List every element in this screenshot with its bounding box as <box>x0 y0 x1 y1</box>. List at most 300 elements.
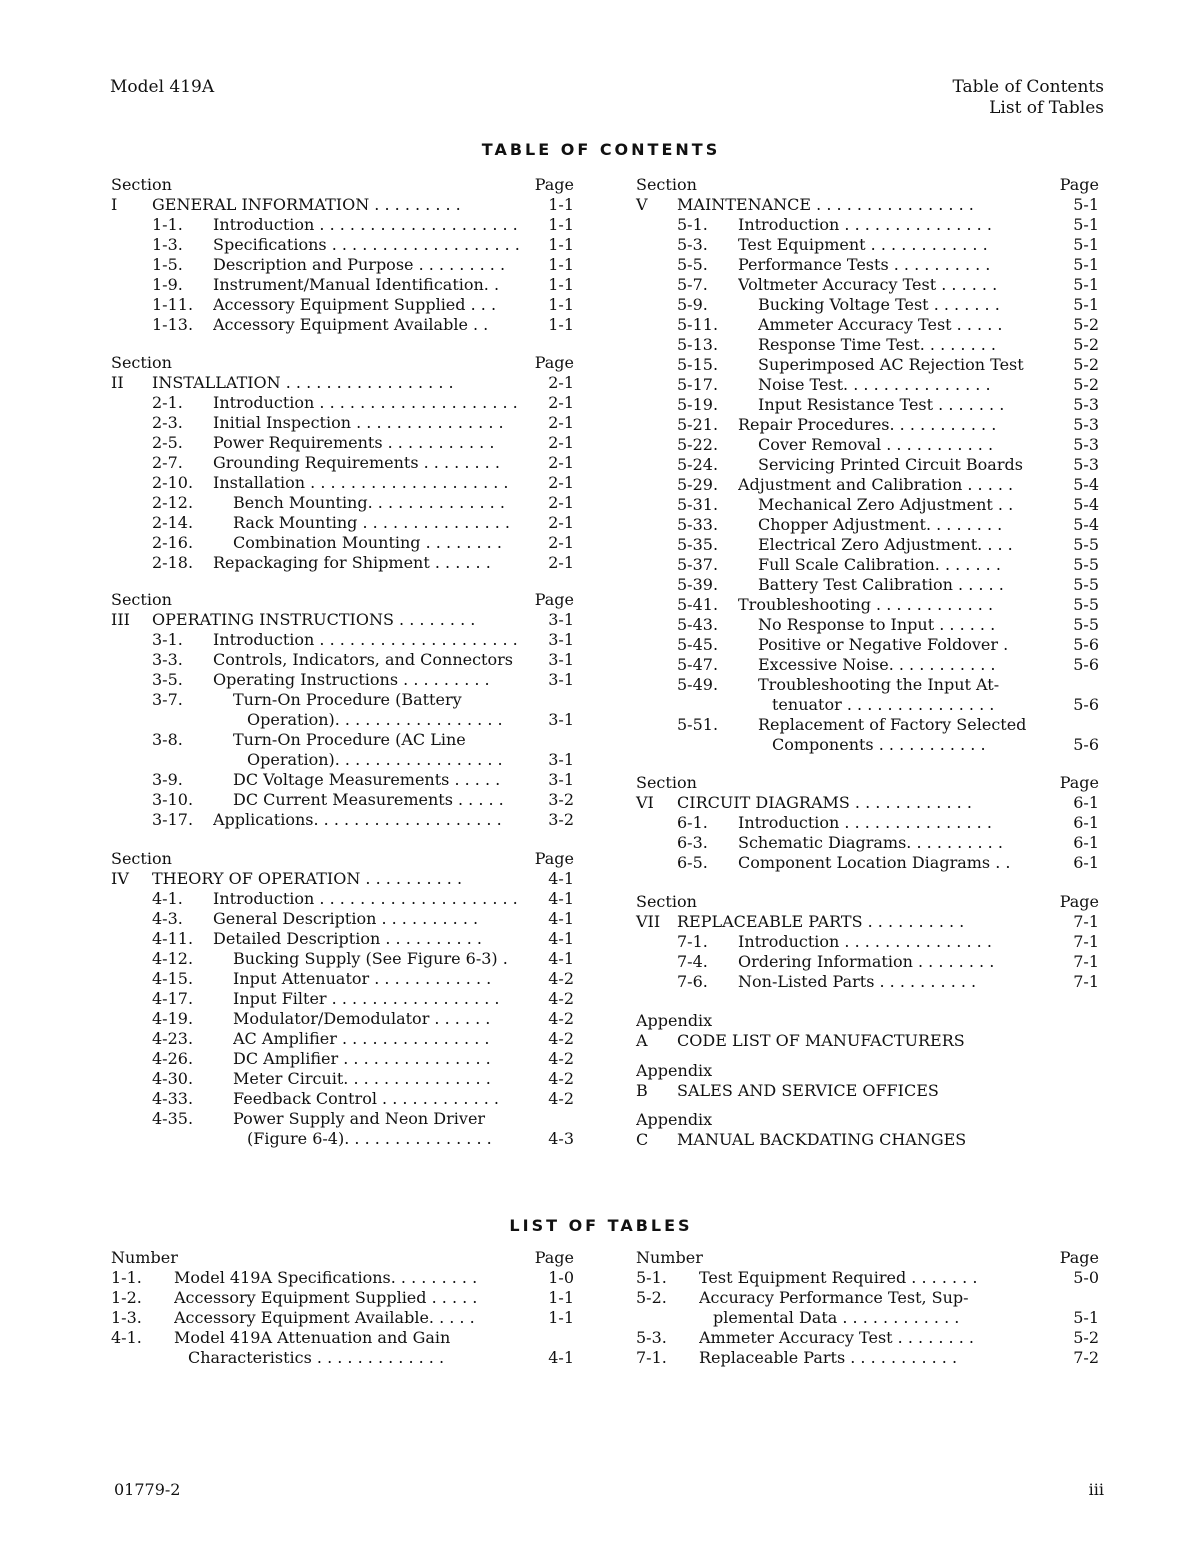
entry-title: Test Equipment . . . . . . . . . . . . <box>738 235 988 254</box>
entry-number: 3-3. <box>152 650 183 669</box>
entry-page: 5-5 <box>1073 595 1099 614</box>
toc-entry <box>111 969 574 989</box>
entry-page: 4-2 <box>548 1089 574 1108</box>
entry-title: Installation . . . . . . . . . . . . . . . . . . . . <box>213 473 509 492</box>
entry-title: Description and Purpose . . . . . . . . . <box>213 255 506 274</box>
entry-title: DC Amplifier . . . . . . . . . . . . . . . <box>233 1049 491 1068</box>
entry-page: 4-2 <box>548 1069 574 1088</box>
toc-entry <box>636 475 1099 495</box>
tables-header-page-label: Page <box>1059 1248 1099 1267</box>
entry-title: Ammeter Accuracy Test . . . . . <box>758 315 1003 334</box>
entry-title: Applications. . . . . . . . . . . . . . . . . . . <box>213 810 502 829</box>
entry-page: 5-5 <box>1073 575 1099 594</box>
toc-entry <box>111 790 574 810</box>
table-entry <box>636 1328 1099 1348</box>
entry-page: 5-2 <box>1073 315 1099 334</box>
entry-page: 2-1 <box>548 493 574 512</box>
toc-entry <box>111 810 574 830</box>
entry-page: 3-2 <box>548 790 574 809</box>
entry-title: Initial Inspection . . . . . . . . . . . . . . . <box>213 413 504 432</box>
entry-number: 7-1. <box>677 932 708 951</box>
section-header-label: Section <box>111 590 172 609</box>
entry-page: 2-1 <box>548 373 574 392</box>
toc-entry <box>111 1089 574 1109</box>
toc-entry <box>111 650 574 670</box>
toc-entry <box>111 295 574 315</box>
entry-page: 3-1 <box>548 650 574 669</box>
table-entry <box>636 1288 1099 1308</box>
entry-number: 5-15. <box>677 355 719 374</box>
section-header <box>636 175 1099 195</box>
entry-title: Troubleshooting . . . . . . . . . . . . <box>738 595 994 614</box>
entry-number: 2-18. <box>152 553 194 572</box>
entry-title: REPLACEABLE PARTS . . . . . . . . . . <box>677 912 965 931</box>
entry-title: Power Supply and Neon Driver <box>233 1109 486 1128</box>
entry-title: Bench Mounting. . . . . . . . . . . . . . <box>233 493 505 512</box>
table-entry <box>111 1268 574 1288</box>
table-entry <box>636 1268 1099 1288</box>
section-header <box>636 892 1099 912</box>
entry-title: Troubleshooting the Input At- <box>758 675 1000 694</box>
entry-title: Accessory Equipment Available . . <box>213 315 489 334</box>
section-title-row <box>636 793 1099 813</box>
entry-number: II <box>111 373 124 392</box>
entry-title: Characteristics . . . . . . . . . . . . . <box>188 1348 445 1367</box>
header-model: Model 419A <box>110 77 215 97</box>
toc-entry <box>636 235 1099 255</box>
entry-number: 5-22. <box>677 435 719 454</box>
section-title-row <box>111 195 574 215</box>
entry-page: 3-1 <box>548 770 574 789</box>
entry-page: 4-1 <box>548 949 574 968</box>
entry-number: 5-43. <box>677 615 719 634</box>
entry-number: 5-45. <box>677 635 719 654</box>
entry-page: 4-2 <box>548 969 574 988</box>
entry-number: 1-13. <box>152 315 194 334</box>
entry-number: 7-1. <box>636 1348 667 1367</box>
entry-number: 4-3. <box>152 909 183 928</box>
entry-page: 1-1 <box>548 315 574 334</box>
header-toc-label: Table of Contents <box>952 77 1104 97</box>
appendix-label-row <box>636 1061 1099 1081</box>
entry-page: 5-2 <box>1073 375 1099 394</box>
entry-number: 1-9. <box>152 275 183 294</box>
entry-page: 6-1 <box>1073 833 1099 852</box>
appendix-block <box>636 1110 1099 1150</box>
entry-page: 2-1 <box>548 533 574 552</box>
toc-entry <box>636 853 1099 873</box>
toc-section-block <box>111 590 574 830</box>
toc-entry <box>111 690 574 710</box>
toc-entry <box>111 453 574 473</box>
entry-page: 6-1 <box>1073 793 1099 812</box>
entry-page: 6-1 <box>1073 813 1099 832</box>
toc-entry <box>111 513 574 533</box>
toc-entry <box>111 393 574 413</box>
tables-block <box>636 1248 1099 1368</box>
toc-section-block <box>111 175 574 335</box>
toc-entry <box>111 889 574 909</box>
entry-number: 2-5. <box>152 433 183 452</box>
entry-page: 4-1 <box>548 869 574 888</box>
entry-page: 4-2 <box>548 1009 574 1028</box>
toc-entry <box>636 932 1099 952</box>
toc-entry <box>636 455 1099 475</box>
entry-page: 1-1 <box>548 255 574 274</box>
section-header-page-label: Page <box>1059 892 1099 911</box>
entry-page: 5-1 <box>1073 215 1099 234</box>
entry-title: Electrical Zero Adjustment. . . . <box>758 535 1013 554</box>
entry-title: Accessory Equipment Supplied . . . . . <box>174 1288 478 1307</box>
entry-title: Input Filter . . . . . . . . . . . . . . . . . <box>233 989 500 1008</box>
entry-title: Response Time Test. . . . . . . . <box>758 335 997 354</box>
entry-title: Specifications . . . . . . . . . . . . . . . . . . . <box>213 235 520 254</box>
entry-page: 5-3 <box>1073 455 1099 474</box>
toc-section-block <box>111 849 574 1149</box>
entry-title: DC Current Measurements . . . . . <box>233 790 504 809</box>
entry-page: 3-1 <box>548 670 574 689</box>
entry-page: 2-1 <box>548 433 574 452</box>
toc-entry <box>636 295 1099 315</box>
entry-number: 4-15. <box>152 969 194 988</box>
toc-entry <box>636 495 1099 515</box>
entry-page: 3-1 <box>548 610 574 629</box>
entry-page: 5-3 <box>1073 435 1099 454</box>
entry-title: Turn-On Procedure (AC Line <box>233 730 466 749</box>
entry-title: Non-Listed Parts . . . . . . . . . . <box>738 972 977 991</box>
toc-entry <box>636 695 1099 715</box>
section-header-label: Section <box>636 773 697 792</box>
entry-title: tenuator . . . . . . . . . . . . . . . <box>772 695 995 714</box>
section-header-page-label: Page <box>534 353 574 372</box>
toc-entry <box>111 949 574 969</box>
entry-number: 3-5. <box>152 670 183 689</box>
tables-header <box>636 1248 1099 1268</box>
entry-title: Servicing Printed Circuit Boards <box>758 455 1023 474</box>
toc-entry <box>111 909 574 929</box>
table-entry <box>111 1288 574 1308</box>
entry-title: Mechanical Zero Adjustment . . <box>758 495 1014 514</box>
table-entry <box>111 1308 574 1328</box>
entry-page: 1-1 <box>548 215 574 234</box>
entry-page: 5-2 <box>1073 1328 1099 1347</box>
entry-number: 4-19. <box>152 1009 194 1028</box>
entry-number: 3-9. <box>152 770 183 789</box>
entry-number: 5-47. <box>677 655 719 674</box>
entry-number: 3-7. <box>152 690 183 709</box>
entry-number: 4-17. <box>152 989 194 1008</box>
toc-entry <box>111 730 574 750</box>
entry-number: 2-1. <box>152 393 183 412</box>
entry-number: 5-51. <box>677 715 719 734</box>
entry-page: 4-2 <box>548 989 574 1008</box>
entry-number: 1-1. <box>111 1268 142 1287</box>
entry-number: 5-19. <box>677 395 719 414</box>
entry-title: Power Requirements . . . . . . . . . . . <box>213 433 495 452</box>
section-header-page-label: Page <box>1059 773 1099 792</box>
entry-number: VI <box>636 793 654 812</box>
entry-number: 2-16. <box>152 533 194 552</box>
entry-number: 2-10. <box>152 473 194 492</box>
toc-entry <box>636 435 1099 455</box>
section-title-row <box>111 373 574 393</box>
entry-title: Replaceable Parts . . . . . . . . . . . <box>699 1348 958 1367</box>
appendix-title-row <box>636 1031 1099 1051</box>
entry-title: Operating Instructions . . . . . . . . . <box>213 670 490 689</box>
toc-entry <box>636 595 1099 615</box>
toc-entry <box>636 972 1099 992</box>
entry-title: Repair Procedures. . . . . . . . . . . <box>738 415 997 434</box>
entry-number: 4-1. <box>152 889 183 908</box>
section-header-page-label: Page <box>534 175 574 194</box>
entry-number: 3-17. <box>152 810 194 829</box>
entry-page: 1-0 <box>548 1268 574 1287</box>
entry-number: 7-6. <box>677 972 708 991</box>
toc-entry <box>111 533 574 553</box>
header-right <box>953 77 1104 119</box>
entry-title: No Response to Input . . . . . . <box>758 615 996 634</box>
entry-number: 5-3. <box>636 1328 667 1347</box>
tables-block <box>111 1248 574 1368</box>
section-header-page-label: Page <box>534 849 574 868</box>
entry-title: Test Equipment Required . . . . . . . <box>699 1268 978 1287</box>
entry-page: 5-2 <box>1073 335 1099 354</box>
section-title-row <box>111 610 574 630</box>
entry-number: 5-29. <box>677 475 719 494</box>
entry-number: 6-5. <box>677 853 708 872</box>
entry-page: 4-1 <box>548 929 574 948</box>
entry-title: Rack Mounting . . . . . . . . . . . . . . . <box>233 513 510 532</box>
entry-page: 5-6 <box>1073 695 1099 714</box>
entry-title: Operation). . . . . . . . . . . . . . . . . <box>247 750 503 769</box>
toc-right-column <box>636 175 1099 1160</box>
entry-number: 5-11. <box>677 315 719 334</box>
entry-number: 5-49. <box>677 675 719 694</box>
toc-section-block <box>636 892 1099 992</box>
entry-title: Controls, Indicators, and Connectors <box>213 650 513 669</box>
toc-section-block <box>111 353 574 573</box>
entry-page: 5-3 <box>1073 395 1099 414</box>
toc-entry <box>111 235 574 255</box>
toc-entry <box>111 315 574 335</box>
entry-title: Full Scale Calibration. . . . . . . <box>758 555 1001 574</box>
section-header-label: Section <box>636 175 697 194</box>
entry-title: Detailed Description . . . . . . . . . . <box>213 929 482 948</box>
entry-number: 5-7. <box>677 275 708 294</box>
entry-number: 3-10. <box>152 790 194 809</box>
section-header <box>636 773 1099 793</box>
entry-title: Noise Test. . . . . . . . . . . . . . . <box>758 375 991 394</box>
toc-entry <box>636 415 1099 435</box>
entry-number: V <box>636 195 648 214</box>
toc-entry <box>636 715 1099 735</box>
entry-number: 5-13. <box>677 335 719 354</box>
toc-entry <box>636 833 1099 853</box>
entry-page: 5-6 <box>1073 635 1099 654</box>
appendix-block <box>636 1061 1099 1101</box>
entry-number: 5-33. <box>677 515 719 534</box>
entry-title: Feedback Control . . . . . . . . . . . . <box>233 1089 499 1108</box>
entry-number: 4-35. <box>152 1109 194 1128</box>
entry-page: 2-1 <box>548 553 574 572</box>
entry-page: 5-1 <box>1073 195 1099 214</box>
entry-number: VII <box>636 912 661 931</box>
entry-number: 5-3. <box>677 235 708 254</box>
entry-number: 2-14. <box>152 513 194 532</box>
entry-number: IV <box>111 869 129 888</box>
entry-title: Meter Circuit. . . . . . . . . . . . . . . <box>233 1069 491 1088</box>
entry-number: 4-23. <box>152 1029 194 1048</box>
appendix-block <box>636 1011 1099 1051</box>
appendix-title: MANUAL BACKDATING CHANGES <box>677 1130 967 1149</box>
entry-number: 1-5. <box>152 255 183 274</box>
toc-entry <box>111 989 574 1009</box>
toc-left-column <box>111 175 574 1160</box>
entry-title: Components . . . . . . . . . . . <box>772 735 986 754</box>
entry-title: Introduction . . . . . . . . . . . . . . . <box>738 932 992 951</box>
toc-entry <box>111 255 574 275</box>
entry-page: 4-1 <box>548 889 574 908</box>
toc-entry <box>111 929 574 949</box>
entry-page: 2-1 <box>548 473 574 492</box>
entry-page: 7-1 <box>1073 932 1099 951</box>
entry-page: 5-4 <box>1073 475 1099 494</box>
entry-number: 2-3. <box>152 413 183 432</box>
entry-title: Ammeter Accuracy Test . . . . . . . . <box>699 1328 974 1347</box>
entry-page: 5-1 <box>1073 295 1099 314</box>
entry-number: 5-35. <box>677 535 719 554</box>
toc-entry <box>636 575 1099 595</box>
entry-title: General Description . . . . . . . . . . <box>213 909 479 928</box>
entry-number: 1-3. <box>152 235 183 254</box>
entry-title: Introduction . . . . . . . . . . . . . . . <box>738 813 992 832</box>
entry-page: 5-6 <box>1073 655 1099 674</box>
entry-title: Introduction . . . . . . . . . . . . . . . . . . . . <box>213 630 518 649</box>
entry-page: 4-2 <box>548 1029 574 1048</box>
tables-header-label: Number <box>111 1248 178 1267</box>
section-header-page-label: Page <box>534 590 574 609</box>
entry-title: DC Voltage Measurements . . . . . <box>233 770 501 789</box>
entry-page: 5-3 <box>1073 415 1099 434</box>
entry-number: 5-21. <box>677 415 719 434</box>
entry-title: AC Amplifier . . . . . . . . . . . . . . . <box>233 1029 490 1048</box>
entry-page: 5-1 <box>1073 255 1099 274</box>
toc-section-block <box>636 175 1099 755</box>
toc-entry <box>636 635 1099 655</box>
entry-title: Cover Removal . . . . . . . . . . . <box>758 435 994 454</box>
entry-page: 5-5 <box>1073 535 1099 554</box>
entry-title: Battery Test Calibration . . . . . <box>758 575 1004 594</box>
entry-page: 5-5 <box>1073 615 1099 634</box>
entry-page: 4-1 <box>548 1348 574 1367</box>
toc-entry <box>111 433 574 453</box>
toc-entry <box>111 750 574 770</box>
entry-title: Grounding Requirements . . . . . . . . <box>213 453 500 472</box>
entry-title: INSTALLATION . . . . . . . . . . . . . . . . . <box>152 373 454 392</box>
entry-page: 7-1 <box>1073 912 1099 931</box>
entry-title: Performance Tests . . . . . . . . . . <box>738 255 991 274</box>
appendix-title: CODE LIST OF MANUFACTURERS <box>677 1031 965 1050</box>
entry-page: 5-5 <box>1073 555 1099 574</box>
entry-page: 2-1 <box>548 413 574 432</box>
entry-page: 5-1 <box>1073 235 1099 254</box>
entry-title: Input Attenuator . . . . . . . . . . . . <box>233 969 492 988</box>
appendix-letter: C <box>636 1130 649 1149</box>
entry-number: 6-1. <box>677 813 708 832</box>
entry-number: 1-11. <box>152 295 194 314</box>
section-header <box>111 590 574 610</box>
entry-number: 5-39. <box>677 575 719 594</box>
entry-title: CIRCUIT DIAGRAMS . . . . . . . . . . . . <box>677 793 972 812</box>
entry-page: 4-3 <box>548 1129 574 1148</box>
entry-number: 4-30. <box>152 1069 194 1088</box>
entry-page: 5-4 <box>1073 495 1099 514</box>
entry-title: Instrument/Manual Identification. . <box>213 275 500 294</box>
entry-page: 1-1 <box>548 295 574 314</box>
entry-number: I <box>111 195 118 214</box>
toc-entry <box>111 215 574 235</box>
toc-entry <box>636 315 1099 335</box>
entry-title: Ordering Information . . . . . . . . <box>738 952 995 971</box>
section-header <box>111 175 574 195</box>
entry-page: 4-2 <box>548 1049 574 1068</box>
entry-number: 5-5. <box>677 255 708 274</box>
entry-title: plemental Data . . . . . . . . . . . . <box>713 1308 960 1327</box>
entry-number: 5-24. <box>677 455 719 474</box>
entry-title: Accessory Equipment Available. . . . . <box>174 1308 475 1327</box>
section-header <box>111 849 574 869</box>
entry-number: 6-3. <box>677 833 708 852</box>
toc-entry <box>636 735 1099 755</box>
entry-title: Superimposed AC Rejection Test <box>758 355 1024 374</box>
entry-page: 3-1 <box>548 630 574 649</box>
toc-entry <box>636 375 1099 395</box>
section-header-page-label: Page <box>1059 175 1099 194</box>
table-entry <box>636 1348 1099 1368</box>
table-entry <box>636 1308 1099 1328</box>
entry-title: Bucking Supply (See Figure 6-3) . <box>233 949 508 968</box>
entry-page: 1-1 <box>548 235 574 254</box>
entry-number: 5-1. <box>636 1268 667 1287</box>
toc-heading: TABLE OF CONTENTS <box>481 140 721 159</box>
section-header-label: Section <box>636 892 697 911</box>
entry-title: Component Location Diagrams . . <box>738 853 1011 872</box>
entry-title: Modulator/Demodulator . . . . . . <box>233 1009 491 1028</box>
entry-page: 5-6 <box>1073 735 1099 754</box>
section-header-label: Section <box>111 175 172 194</box>
section-header <box>111 353 574 373</box>
tables-right-column <box>636 1248 1099 1373</box>
entry-title: OPERATING INSTRUCTIONS . . . . . . . . <box>152 610 476 629</box>
entry-number: 5-37. <box>677 555 719 574</box>
entry-page: 1-1 <box>548 1308 574 1327</box>
entry-title: Model 419A Specifications. . . . . . . . . <box>174 1268 478 1287</box>
entry-title: Introduction . . . . . . . . . . . . . . . <box>738 215 992 234</box>
toc-entry <box>636 675 1099 695</box>
entry-number: 4-12. <box>152 949 194 968</box>
section-header-label: Section <box>111 849 172 868</box>
entry-number: 2-7. <box>152 453 183 472</box>
entry-page: 5-4 <box>1073 515 1099 534</box>
toc-entry <box>111 1069 574 1089</box>
appendix-letter: A <box>636 1031 648 1050</box>
section-header-label: Section <box>111 353 172 372</box>
entry-page: 5-1 <box>1073 275 1099 294</box>
toc-entry <box>111 630 574 650</box>
tables-heading: LIST OF TABLES <box>509 1216 693 1235</box>
toc-entry <box>636 615 1099 635</box>
header-tables-label: List of Tables <box>989 98 1104 118</box>
